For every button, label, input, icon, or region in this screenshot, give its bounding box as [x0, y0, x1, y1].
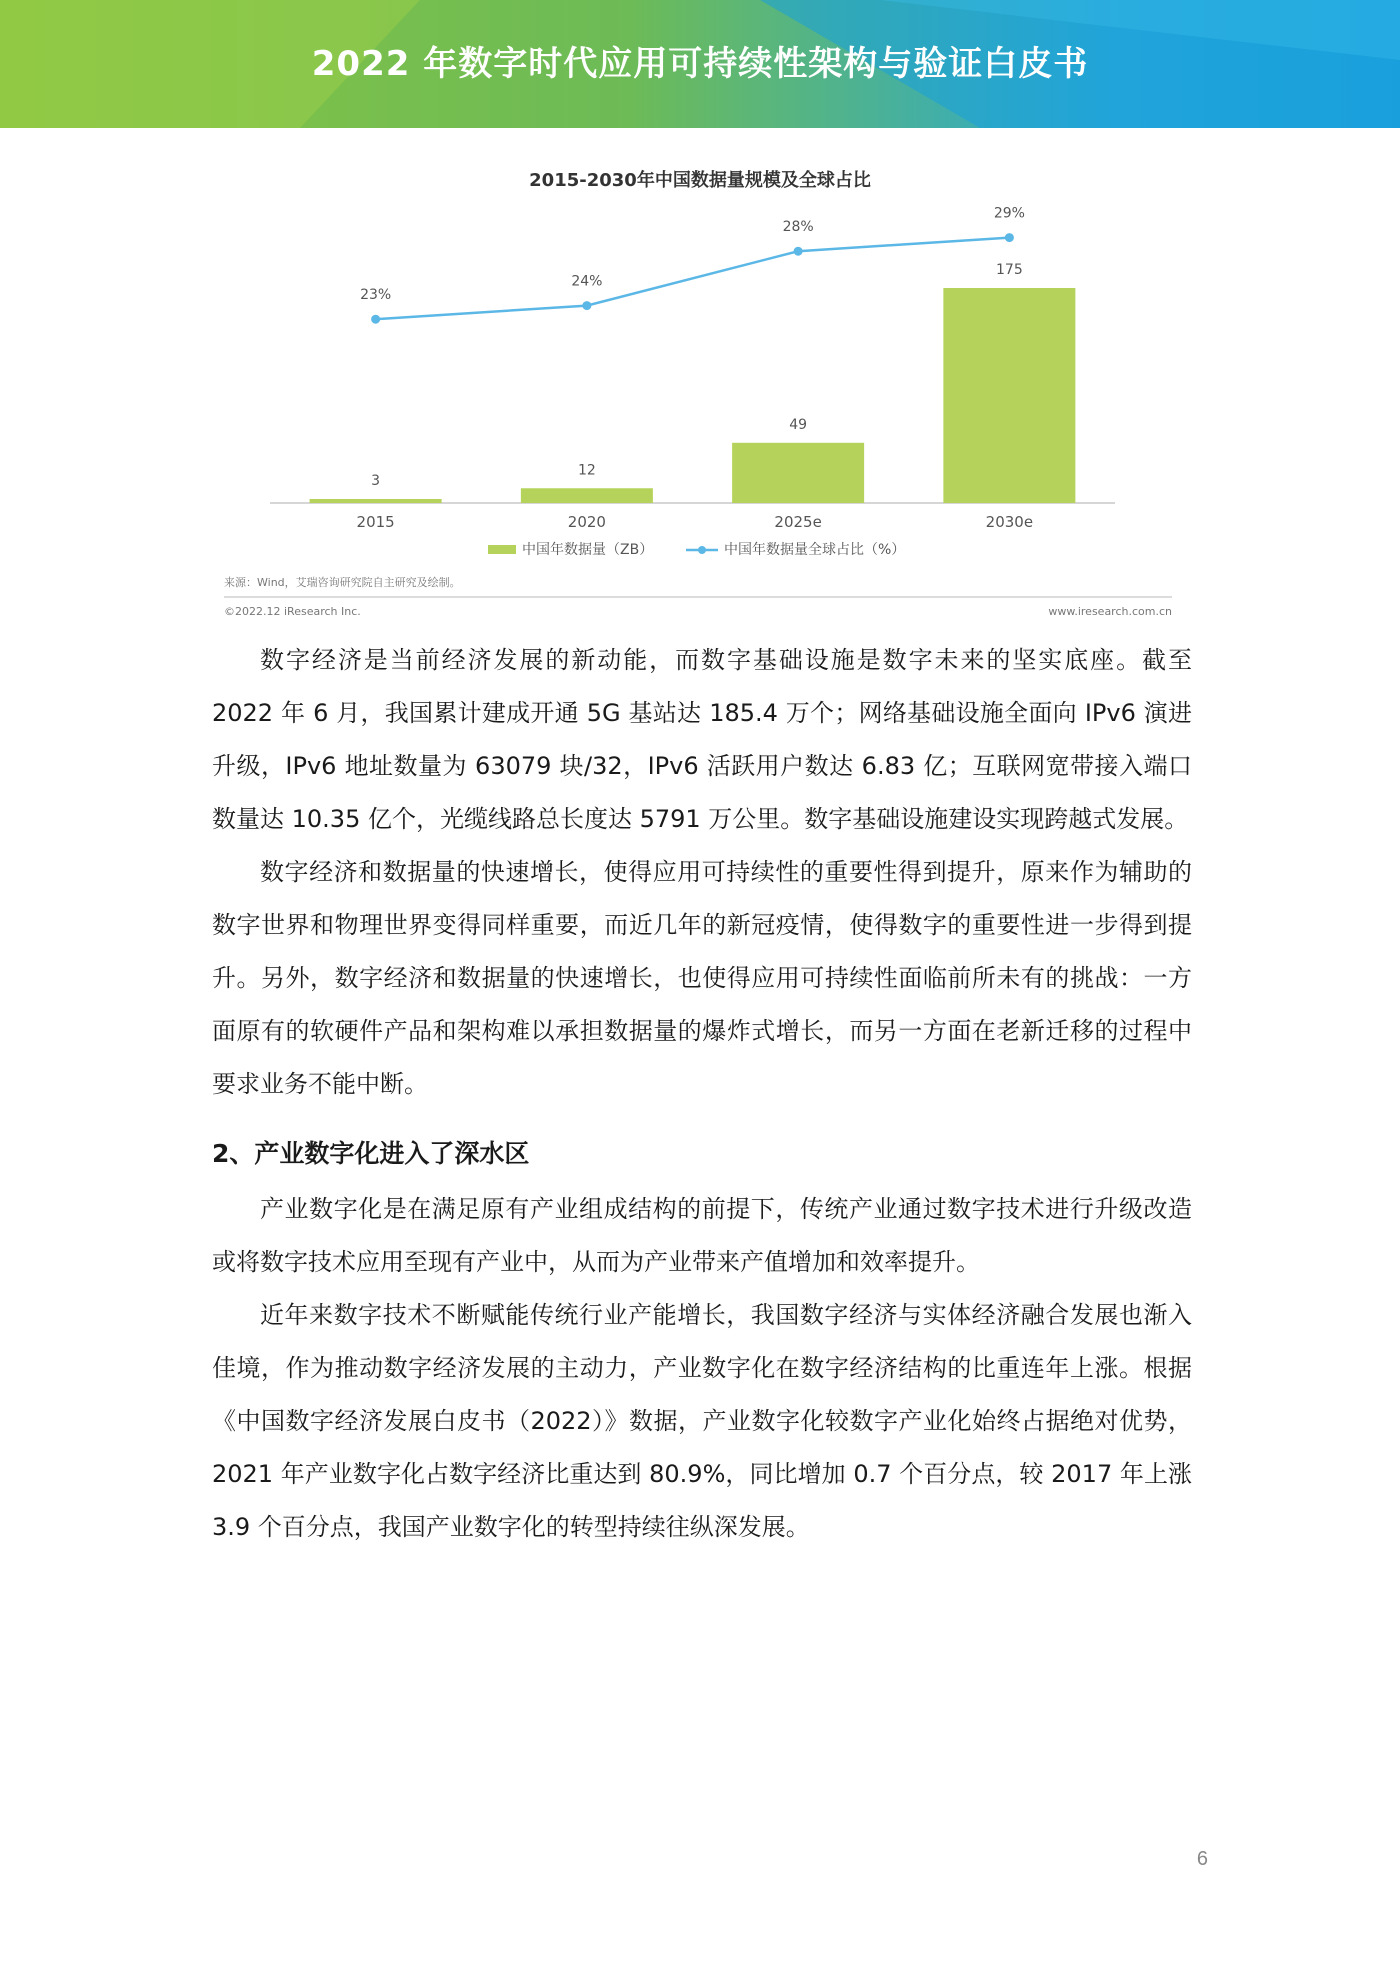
x-tick-2015: 2015	[356, 513, 395, 531]
legend-label-line: 中国年数据量全球占比（%）	[724, 542, 906, 558]
x-tick-2025e: 2025e	[774, 513, 822, 531]
bar-label-2020: 12	[577, 462, 596, 479]
chart-copyright: ©2022.12 iResearch Inc.	[224, 605, 361, 618]
bar-2015	[310, 499, 442, 503]
page-header	[0, 0, 1400, 128]
share-label-2015: 23%	[360, 287, 392, 304]
legend-swatch-point	[698, 546, 706, 554]
paragraph-data-growth: 数字经济和数据量的快速增长，使得应用可持续性的重要性得到提升，原来作为辅助的数字世界和物理世界变得同样重要，而近几年的新冠疫情，使得数字的重要性进一步得到提升。另外，数字经济和数据量的快速增长，也使得应用可持续性面临前所未有的挑战：一方面原有的软硬件产品和架构难以承担数据量的爆炸式增长，而另一方面在老新迁移的过程中要求业务不能中断。	[212, 858, 1192, 1098]
data-volume-chart	[220, 160, 1180, 625]
legend-label-bar: 中国年数据量（ZB）	[522, 542, 654, 558]
chart-title: 2015-2030年中国数据量规模及全球占比	[529, 170, 871, 191]
share-point-2025e	[794, 247, 803, 256]
body-section-3	[212, 1183, 1192, 1554]
bar-2025e	[732, 443, 864, 503]
share-label-2025e: 28%	[782, 219, 814, 236]
bar-label-2015: 3	[371, 473, 381, 489]
bar-2020	[521, 488, 653, 503]
x-tick-2030e: 2030e	[985, 513, 1034, 531]
paragraph-digital-infrastructure: 数字经济是当前经济发展的新动能，而数字基础设施是数字未来的坚实底座。截至 2022 年 6 月，我国累计建成开通 5G 基站达 185.4 万个；网络基础设施全面向 IPv6 演进升级，IPv6 地址数量为 63079 块/32，IPv6 活跃用户数达 6.83 亿；互联网宽带接入端口数量达 10.35 亿个，光缆线路总长度达 5791 万公里。数字基础设施建设实现跨越式发展。	[212, 646, 1192, 833]
bar-label-2030e: 175	[996, 262, 1023, 278]
x-tick-2020: 2020	[567, 513, 606, 531]
bar-2030e	[943, 288, 1075, 503]
chart-source: 来源：Wind，艾瑞咨询研究院自主研究及绘制。	[224, 576, 461, 589]
share-label-2030e: 29%	[993, 205, 1025, 222]
page-number: 6	[1196, 1848, 1208, 1870]
share-point-2030e	[1005, 233, 1014, 242]
paragraph-digitization-share: 近年来数字技术不断赋能传统行业产能增长，我国数字经济与实体经济融合发展也渐入佳境，作为推动数字经济发展的主动力，产业数字化在数字经济结构的比重连年上涨。根据《中国数字经济发展白皮书（2022）》数据，产业数字化较数字产业化始终占据绝对优势，2021 年产业数字化占数字经济比重达到 80.9%，同比增加 0.7 个百分点，较 2017 年上涨 3.9 个百分点，我国产业数字化的转型持续往纵深发展。	[212, 1301, 1192, 1541]
section-heading: 2、产业数字化进入了深水区	[212, 1139, 530, 1168]
document-title: 2022 年数字时代应用可持续性架构与验证白皮书	[311, 44, 1089, 84]
share-label-2020: 24%	[571, 273, 603, 290]
chart-canvas	[220, 160, 1180, 625]
body-section-2	[212, 1127, 1192, 1180]
legend-swatch-bar	[488, 545, 516, 554]
share-point-2020	[582, 301, 591, 310]
chart-website: www.iresearch.com.cn	[1048, 605, 1172, 618]
paragraph-industry-digitization: 产业数字化是在满足原有产业组成结构的前提下，传统产业通过数字技术进行升级改造或将数字技术应用至现有产业中，从而为产业带来产值增加和效率提升。	[212, 1195, 1192, 1276]
share-point-2015	[371, 315, 380, 324]
body-section-1	[212, 634, 1192, 1111]
share-line	[376, 238, 1010, 320]
bar-label-2025e: 49	[789, 416, 808, 433]
